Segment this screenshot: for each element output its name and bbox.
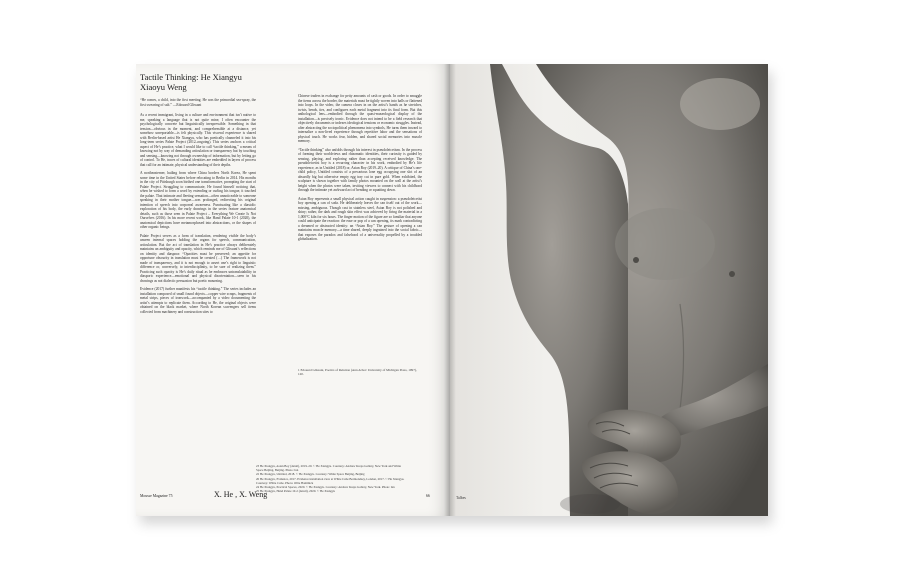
magazine-spread <box>136 64 768 516</box>
page-number: 66 <box>426 494 430 498</box>
article-header <box>140 72 242 92</box>
paragraph: Palate Project serves as a form of translation, rendering visible the body’s unseen internal spaces holding the organs for speech, communication, articulation. But the act of translation in He’s practice always deliberately maintains an ambiguity and opacity, which reminds me of Glissant’s reflections on identity and diaspora: “Opacities must be preserved; an appetite for opportune obscurity in translation must be created (…) The framework is not made of transparency, and it is not enough to assert one’s right to linguistic difference or, conversely, to interdisciplinity, to be sure of realizing them.” Practicing such opacity is He’s daily ritual as he embraces untranslatability in diasporic experience—emotional and physical disorientation—seen in his drawings as not dialectic persuasion but poetic mourning. <box>140 233 256 283</box>
left-page <box>136 64 450 516</box>
nipple-right <box>729 271 735 277</box>
running-head: X. He , X. Weng <box>214 490 268 499</box>
hand-shadow <box>560 494 620 514</box>
left-footer <box>140 490 440 500</box>
paragraph: A northeasterner, hailing from where China borders North Korea, He spent some time in the United States before relocating to Berlin in 2014. His months in the city of Pittsburgh soon birthed one transformative, prompting the start of Palate Project. Struggling to communicate, He found himself noticing that, when he wished to form a word by extending or curling his tongue, it touched the palate. That intimate and fleeting sensation—often unnoticeable to someone speaking in their mother tongue—was prolonged, redirecting his original intention of speech into corporeal awareness. Punctuating like a diastolic exploration of his body, the early drawings in the series feature anatomical details, such as those seen in Palate Project – Everything We Create Is Not Ourselves (2016). In his more recent work, like Hand Palate 10-1 (2020), the anatomical depictions have metamorphosed into abstractions, or the shapes of other organic beings. <box>140 171 256 229</box>
paragraph: Evidence (2017) further manifests his “tactile thinking.” The series includes an installation composed of small found objects—copper wire scraps, fragments of metal strips, pieces of ironwork—accompanied by a video documenting the artist’s attempts to replicate them. According to He, the original objects were obtained on the black market, where North Korean scavengers sell items collected from machinery and construction sites to <box>140 287 256 314</box>
nipple-left <box>633 257 639 263</box>
caption: 23 He Xiangyu, Asian Boy (detail), 2019–20. © He Xiangyu. Courtesy: Andrew Kreps Gallery, New York and White Space Beijing, Beijing. Photo: Ian <box>256 464 401 473</box>
paragraph: Asian Boy represents a small physical action caught in suspension: a pseudoleicetist boy opening a can of soda. He deliberately leaves the can itself out of the work—missing, ambiguous. Though cast in stainless steel, Asian Boy is not polished and shiny; rather, the dark and rough skin effect was achieved by firing the material in a 1,000°C kiln for six hours. The finger motion of the figure are so familiar that anyone could anticipate the reaction: the ease or pop of a can opening, its mark contradicting a dreamed or abstracted identity: an “Asian Boy.” The gesture of opening a can maintains muscle memory—a time shared, deeply ingrained into the social fabric—that exposes the paradox and falsehood of a universality propelled by a troubled globalization. <box>298 196 422 241</box>
paragraph: As a recent immigrant, living in a culture and environment that isn’t native to me, speaking a language that is not quite mine, I often encounter the psychologically concrete but linguistically inexpressible. Something in that tension—obvious in the moment, and comprehensible at a distance, yet somehow unreportable—is felt physically. This visceral experience is shared with Berlin-based artist He Xiangyu, who has poetically channeled it into his long-term series Palate Project (2012–ongoing). This series anchors a critical aspect of He’s practice, what I would like to call “tactile thinking,” a means of knowing not by way of demanding articulation or transparency but by touching and sensing—knowing not through ownership of information, but by letting go of control. To He, traces of cultural identities are embedded in layers of process that call for an intimate, physical understanding of their depths. <box>140 113 256 167</box>
caption: 22 He Xiangyu, Untitled, 2018. © He Xiangyu. Courtesy: White Space Beijing, Beijing <box>256 472 365 477</box>
footnote: 1 Edouard Glissant, Poetics of Relation (Ann Arbor: University of Michigan Press, 1997), 120. <box>298 368 417 377</box>
image-captions <box>256 464 406 493</box>
right-page-label: Talbes <box>456 496 466 500</box>
magazine-name: Mousse Magazine 75 <box>140 494 173 498</box>
caption: 25 He Xiangyu, Hand Palate 10-2 (detail), 2020. © He Xiangyu <box>256 489 336 494</box>
epigraph: “He comes, a child, into the first meeting. He was the primordial sea-spray, the first swearing of salt.” —Edouard Glissant <box>140 98 256 107</box>
article-author: Xiaoyu Weng <box>140 82 187 92</box>
caption: 24 He Xiangyu, Practical Spaces, 2020. © He Xiangyu. Courtesy: Andrew Kreps Gallery, New York. Photo: Ian <box>256 485 395 490</box>
caption: 26 He Xiangyu, Evidence, 2017. Evidence installation view at White Cube Bermondsey, London, 2017. © He Xiangyu. Courtesy: White Cube. Photo: Ollie Hammick <box>256 476 405 485</box>
paragraph: Chinese traders in exchange for petty amounts of cash or goods. In order to smuggle the items across the border, the materials must be tightly woven into balls or flattened into loops. In the video, the camera closes in on the artist’s hands as he stretches, twists, bends, ties, and configures each metal fragment into its final form. But this anthological lens—embodied through the quasi-museological display of the installation—is precisely ironic. Evidence does not intend to be a field research that objectively documents or indexes ideological tensions or economic struggles. Instead, after abstracting the sociopolitical phenomena into symbols, He turns them inward to internalize a non-lived experience through repetitive labor and the sensations of physical touch. He works fear, hidden, and shared social memories into muscle memory. <box>298 94 422 143</box>
article-title: Tactile Thinking: He Xiangyu <box>140 72 242 82</box>
sculpture-photograph <box>450 64 768 516</box>
spine-gutter <box>444 64 456 516</box>
shoulder-highlight <box>680 78 760 130</box>
right-page <box>450 64 768 516</box>
text-column-right <box>298 94 422 246</box>
text-column-left <box>140 98 256 318</box>
chest-shadow <box>615 208 715 280</box>
paragraph: “Tactile thinking” also unfolds through his interest in pseudoleicetism. In the process of forming their worldviews and rhizomatic identities, their curiosity is guided by sensing, playing, and exploring rather than accepting received knowledge. The pseudoleicetist boy is a recurring character in his work, embodied by He’s life experience, as in Untitled (2018) or, Asian Boy (2019–20). A critique of China’s one-child policy, Untitled consists of a precarious lone egg occupying one slot of an absurdly big but otherwise empty egg tray cut in pure gold. When exhibited, the sculpture is shown together with family photos mounted on the wall at the artist’s height when the photos were taken, inviting viewers to connect with his childhood through the intimate yet awkward act of bending or squatting down. <box>298 147 422 192</box>
